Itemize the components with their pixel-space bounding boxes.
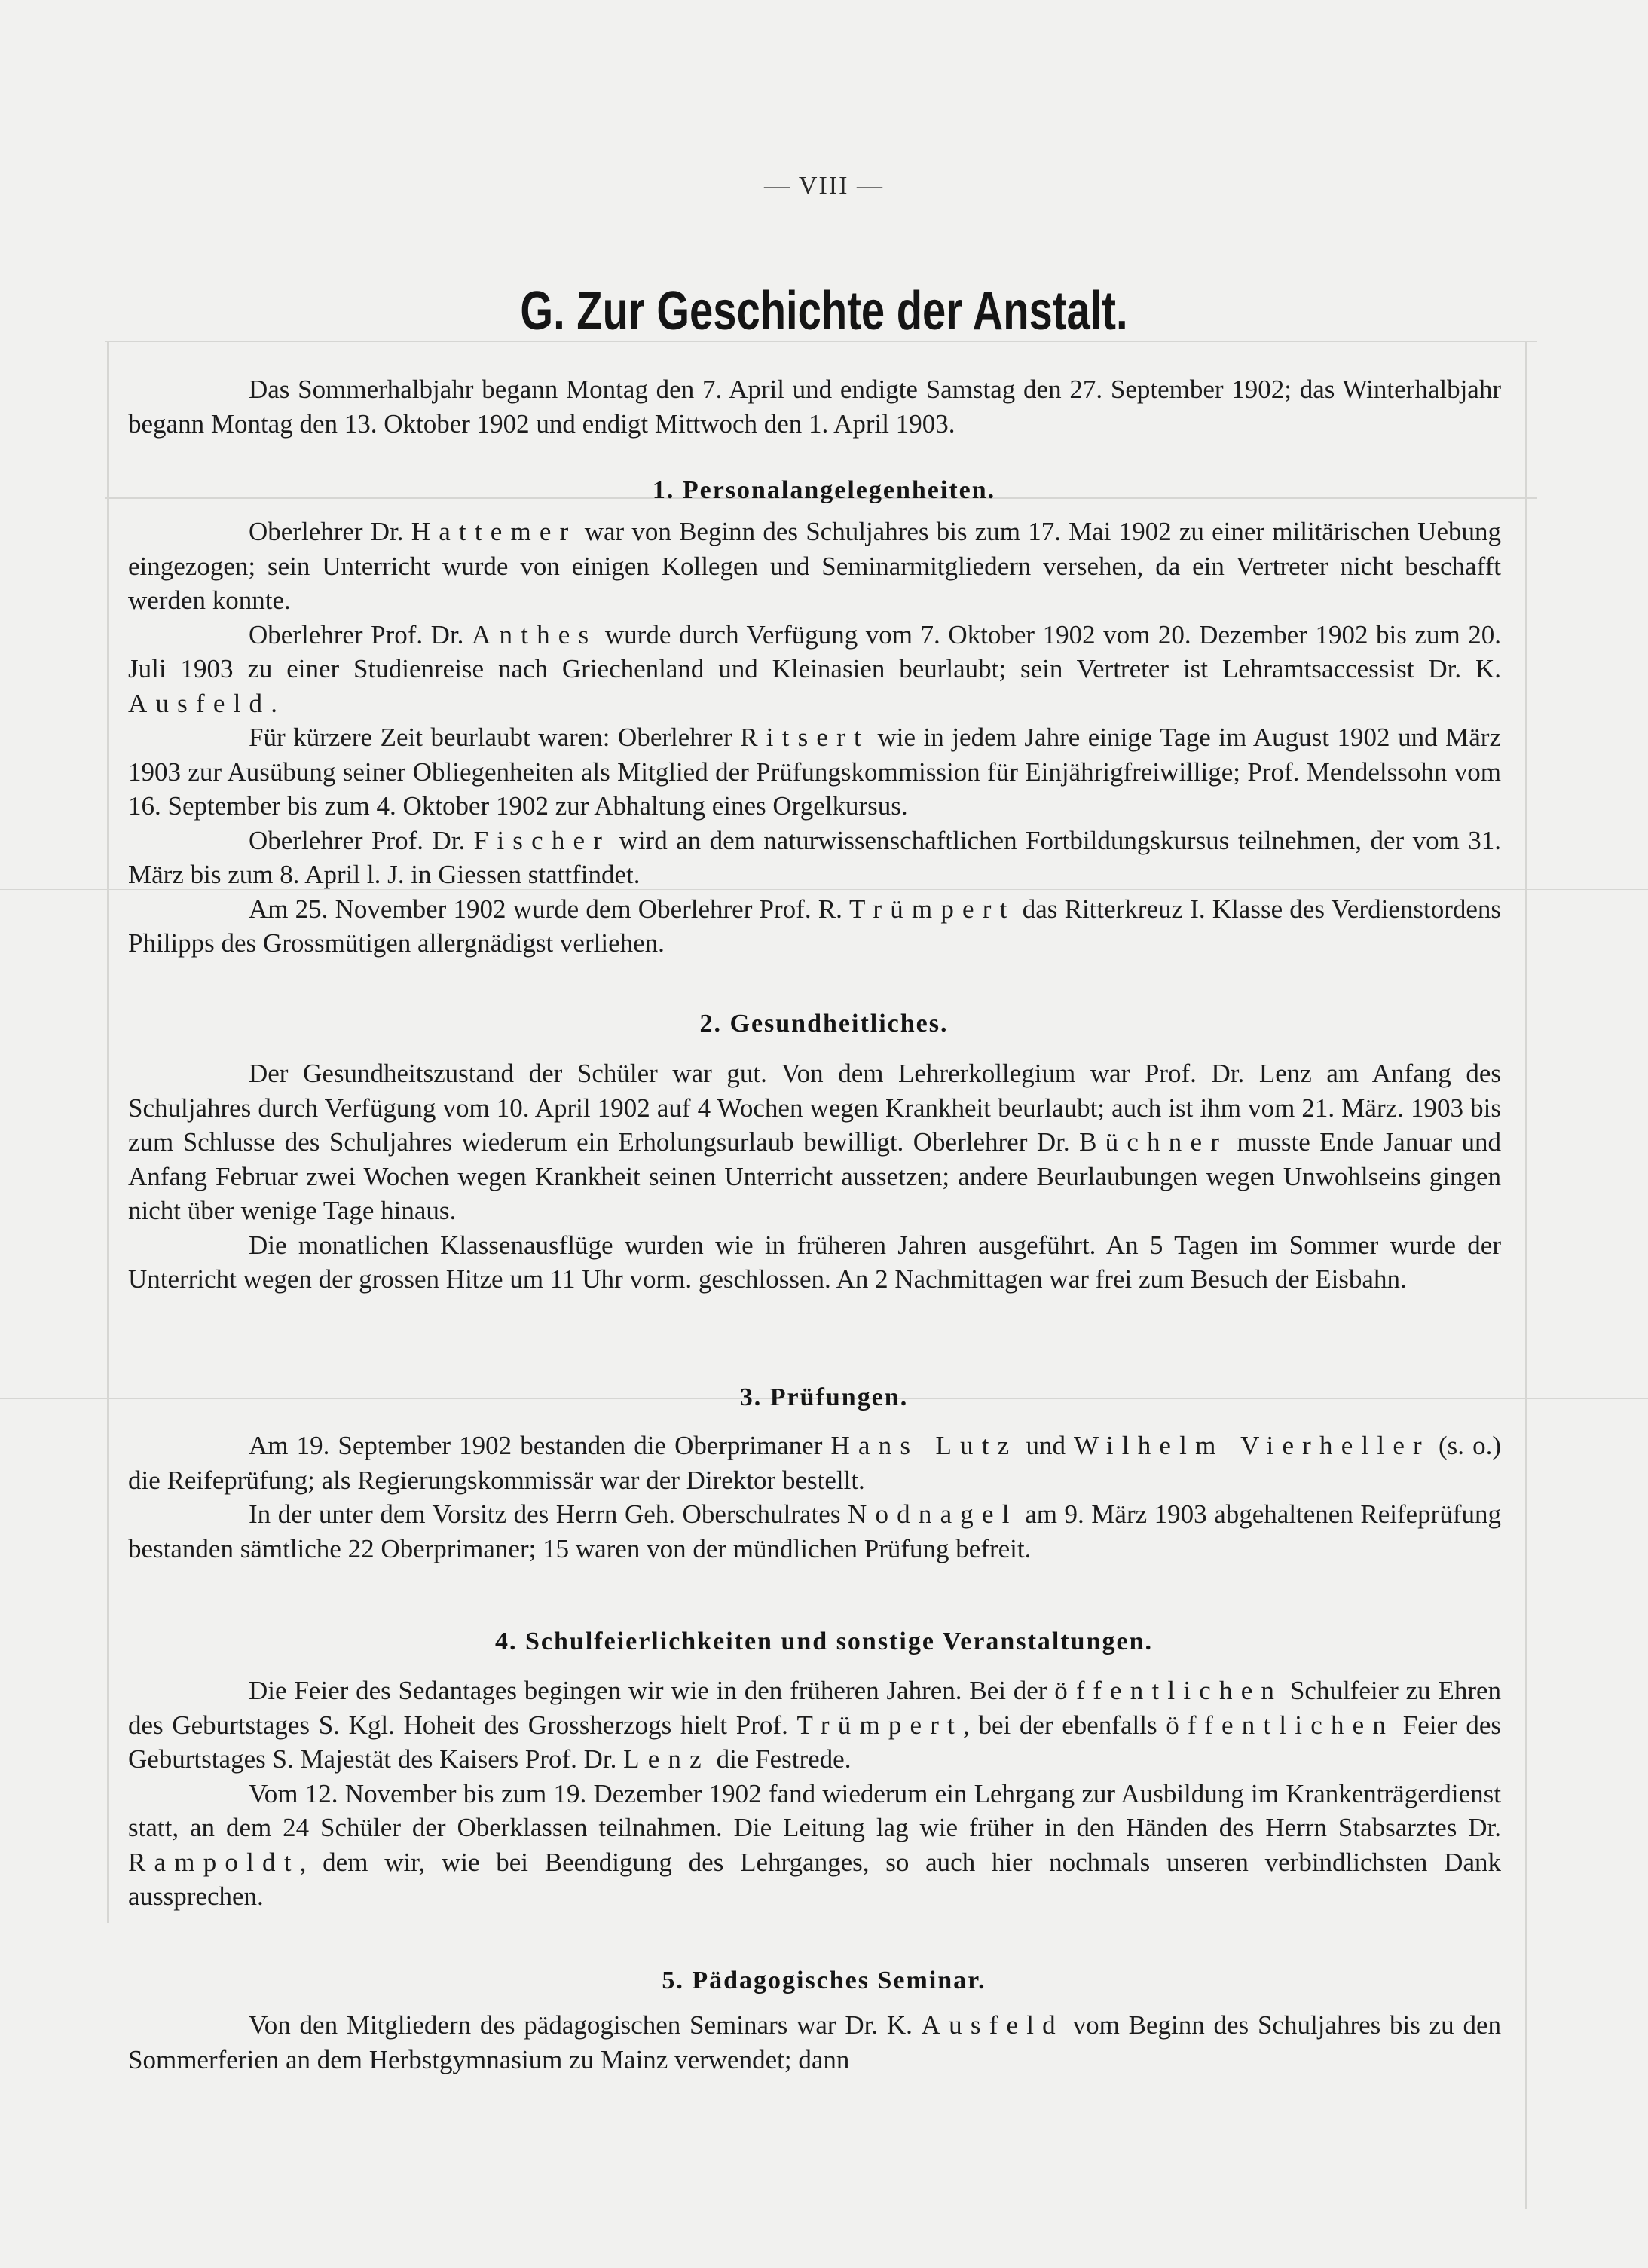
paragraph: Am 25. November 1902 wurde dem Oberlehrer Prof. R. Trümpert das Ritterkreuz I. Klasse des Verdienstordens Philipps des Grossmütigen allergnädigst verliehen.	[128, 894, 1501, 958]
section-2-body	[128, 1056, 1501, 1297]
section-1-heading: 1. Personalangelegenheiten.	[652, 476, 996, 504]
section-3-heading: 3. Prüfungen.	[739, 1383, 909, 1411]
paragraph: Die monatlichen Klassenausflüge wurden wie in früheren Jahren ausgeführt. An 5 Tagen im Sommer wurde der Unterricht wegen der grossen Hitze um 11 Uhr vorm. geschlossen. An 2 Nachmittagen war frei zum Besuch der Eisbahn.	[128, 1230, 1501, 1294]
paragraph: In der unter dem Vorsitz des Herrn Geh. Oberschulrates Nodnagel am 9. März 1903 abgehaltenen Reifeprüfung bestanden sämtliche 22 Oberprimaner; 15 waren von der mündlichen Prüfung befreit.	[128, 1499, 1501, 1563]
section-5-body	[128, 2008, 1501, 2077]
section-5-heading: 5. Pädagogisches Seminar.	[662, 1967, 986, 1994]
paragraph: Von den Mitgliedern des pädagogischen Seminars war Dr. K. Ausfeld vom Beginn des Schuljahres bis zu den Sommerferien an dem Herbstgymnasium zu Mainz verwendet; dann	[128, 2010, 1501, 2074]
page-number: — VIII —	[764, 172, 884, 200]
section-4-body	[128, 1673, 1501, 1914]
paragraph: Vom 12. November bis zum 19. Dezember 1902 fand wiederum ein Lehrgang zur Ausbildung im Krankenträgerdienst statt, an dem 24 Schüler der Oberklassen teilnahmen. Die Leitung lag wie früher in den Händen des Herrn Stabsarztes Dr. Rampoldt, dem wir, wie bei Beendigung des Lehrganges, so auch hier nochmals unseren verbindlichsten Dank aussprechen.	[128, 1778, 1501, 1911]
paragraph: Oberlehrer Prof. Dr. Anthes wurde durch Verfügung vom 7. Oktober 1902 vom 20. Dezember 1902 bis zum 20. Juli 1903 zu einer Studienreise nach Griechenland und Kleinasien beurlaubt; sein Vertreter ist Lehramtsaccessist Dr. K. Ausfeld.	[128, 619, 1501, 718]
intro-paragraph: Das Sommerhalbjahr begann Montag den 7. April und endigte Samstag den 27. September 1902; das Winterhalbjahr begann Montag den 13. Oktober 1902 und endigt Mittwoch den 1. April 1903.	[128, 374, 1501, 439]
paragraph: Der Gesundheitszustand der Schüler war gut. Von dem Lehrerkollegium war Prof. Dr. Lenz am Anfang des Schuljahres durch Verfügung vom 10. April 1902 auf 4 Wochen wegen Krankheit beurlaubt; auch ist ihm vom 21. März. 1903 bis zum Schlusse des Schuljahres wiederum ein Erholungsurlaub bewilligt. Oberlehrer Dr. Büchner musste Ende Januar und Anfang Februar zwei Wochen wegen Krankheit seinen Unterricht aussetzen; andere Beurlaubungen wegen Unwohlseins gingen nicht über wenige Tage hinaus.	[128, 1059, 1501, 1225]
bleed-through-rule	[107, 341, 109, 1923]
section-2-heading: 2. Gesundheitliches.	[699, 1010, 949, 1038]
section-3-body	[128, 1429, 1501, 1566]
bleed-through-rule	[1525, 341, 1527, 2209]
paragraph: Am 19. September 1902 bestanden die Oberprimaner Hans Lutz und Wilhelm Vierheller (s. o.) die Reifeprüfung; als Regierungskommissär war der Direktor bestellt.	[128, 1431, 1501, 1495]
section-1-body	[128, 515, 1501, 961]
paragraph: Oberlehrer Dr. Hattemer war von Beginn des Schuljahres bis zum 17. Mai 1902 zu einer militärischen Uebung eingezogen; sein Unterricht wurde von einigen Kollegen und Seminarmitgliedern versehen, da ein Vertreter nicht beschafft werden konnte.	[128, 517, 1501, 615]
page-title: G. Zur Geschichte der Anstalt.	[520, 281, 1128, 341]
section-4-heading: 4. Schulfeierlichkeiten und sonstige Veranstaltungen.	[495, 1628, 1153, 1655]
paragraph: Die Feier des Sedantages begingen wir wie in den früheren Jahren. Bei der öffentlichen Schulfeier zu Ehren des Geburtstages S. Kgl. Hoheit des Grossherzogs hielt Prof. Trümpert, bei der ebenfalls öffentlichen Feier des Geburtstages S. Majestät des Kaisers Prof. Dr. Lenz die Festrede.	[128, 1676, 1502, 1774]
paragraph: Für kürzere Zeit beurlaubt waren: Oberlehrer Ritsert wie in jedem Jahre einige Tage im August 1902 und März 1903 zur Ausübung seiner Obliegenheiten als Mitglied der Prüfungskommission für Einjährigfreiwillige; Prof. Mendelssohn vom 16. September bis zum 4. Oktober 1902 zur Abhaltung eines Orgelkursus.	[128, 723, 1501, 821]
paragraph: Oberlehrer Prof. Dr. Fischer wird an dem naturwissenschaftlichen Fortbildungskursus teilnehmen, der vom 31. März bis zum 8. April l. J. in Giessen stattfindet.	[128, 825, 1501, 889]
